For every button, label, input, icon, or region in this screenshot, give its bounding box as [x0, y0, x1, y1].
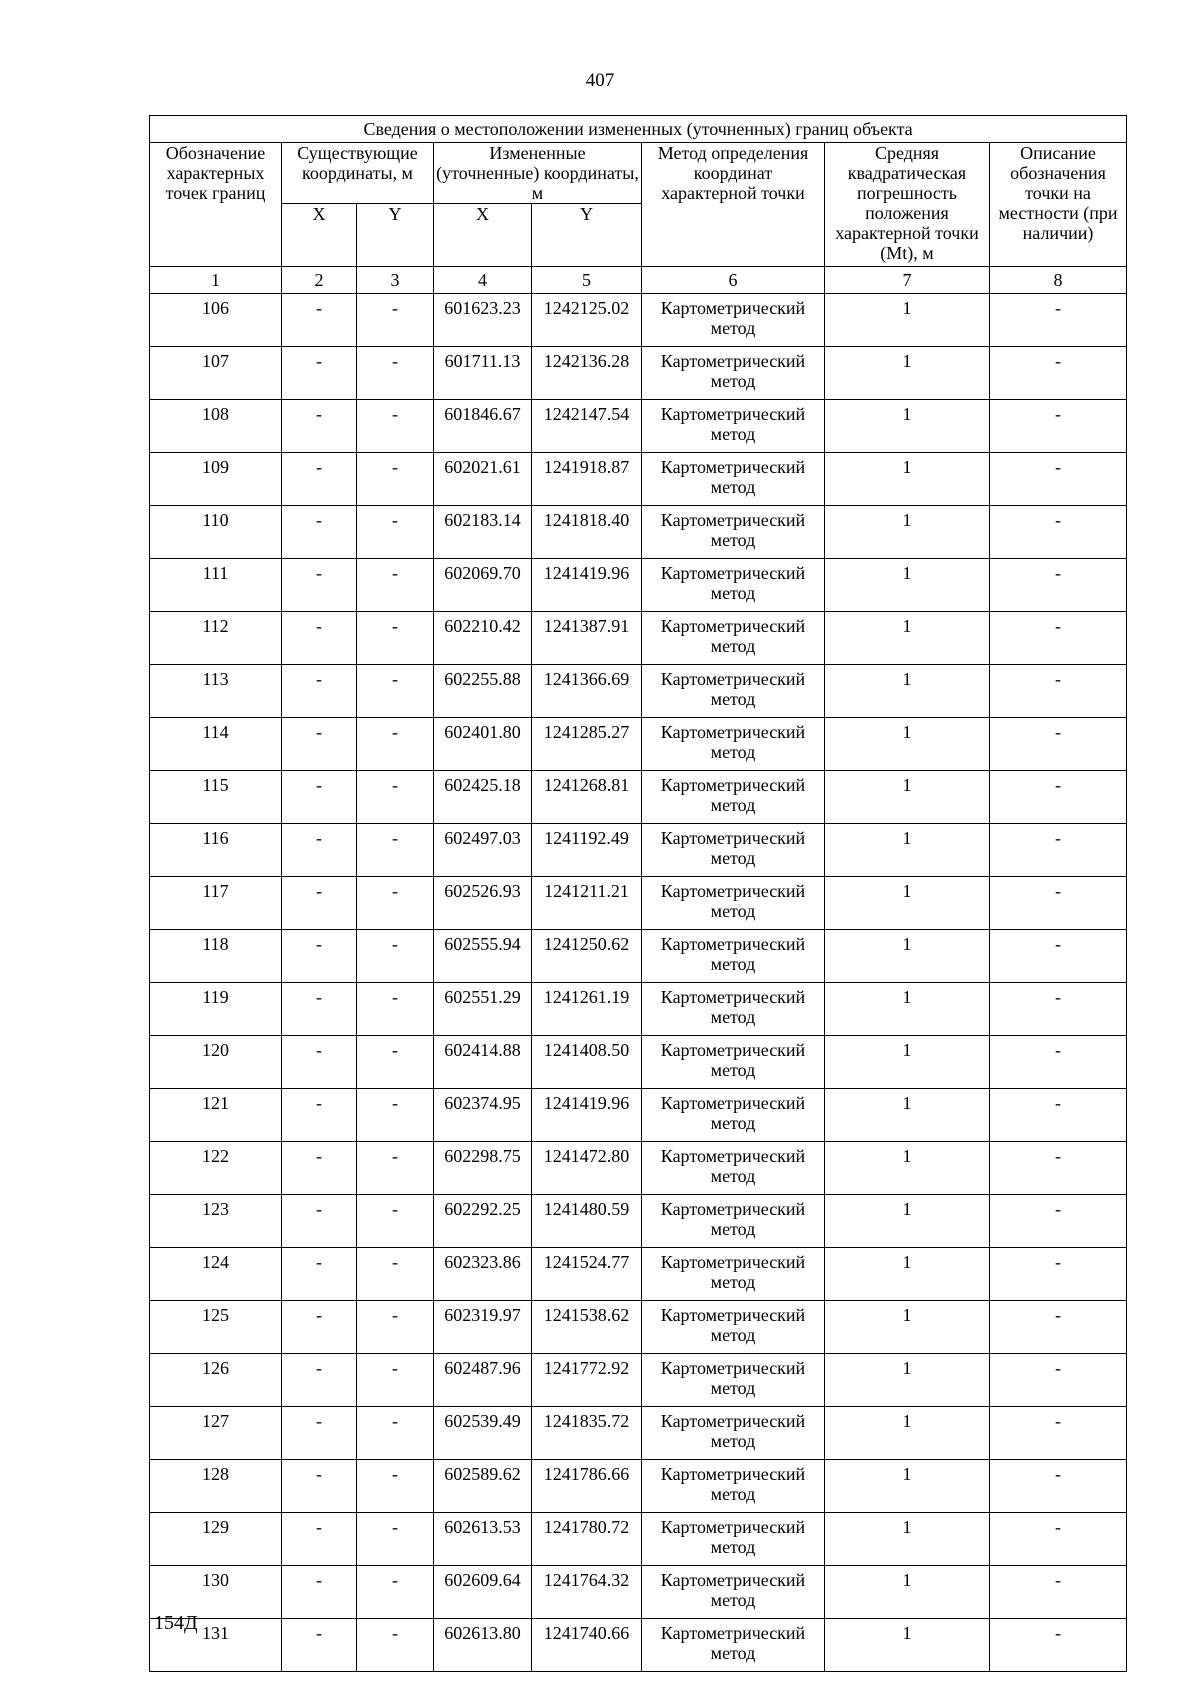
x-coordinate-cell: 602414.88	[434, 1036, 532, 1089]
rms-error-cell: 1	[825, 347, 990, 400]
existing-x-cell: -	[282, 1513, 357, 1566]
y-coordinate-cell: 1241285.27	[532, 718, 642, 771]
existing-y-cell: -	[357, 930, 434, 983]
y-coordinate-cell: 1241192.49	[532, 824, 642, 877]
x-coordinate-cell: 602551.29	[434, 983, 532, 1036]
point-cell: 111	[150, 559, 282, 612]
existing-x-cell: -	[282, 1619, 357, 1672]
header-existing-y: Y	[357, 204, 434, 267]
description-cell: -	[990, 771, 1127, 824]
x-coordinate-cell: 602323.86	[434, 1248, 532, 1301]
x-coordinate-cell: 602487.96	[434, 1354, 532, 1407]
column-number: 4	[434, 267, 532, 294]
point-cell: 126	[150, 1354, 282, 1407]
existing-y-cell: -	[357, 1407, 434, 1460]
x-coordinate-cell: 602497.03	[434, 824, 532, 877]
existing-x-cell: -	[282, 1089, 357, 1142]
point-cell: 121	[150, 1089, 282, 1142]
header-description: Описание обозначения точки на местности (при наличии)	[990, 143, 1127, 267]
table-row	[150, 1354, 1127, 1407]
method-cell: Картометрический метод	[642, 347, 825, 400]
description-cell: -	[990, 1619, 1127, 1672]
boundary-coordinates-table	[149, 115, 1127, 1672]
x-coordinate-cell: 602210.42	[434, 612, 532, 665]
existing-x-cell: -	[282, 294, 357, 347]
description-cell: -	[990, 1460, 1127, 1513]
table-row	[150, 294, 1127, 347]
rms-error-cell: 1	[825, 1036, 990, 1089]
method-cell: Картометрический метод	[642, 294, 825, 347]
x-coordinate-cell: 602183.14	[434, 506, 532, 559]
header-existing-coordinates: Существующие координаты, м	[282, 143, 434, 204]
method-cell: Картометрический метод	[642, 1301, 825, 1354]
description-cell: -	[990, 1566, 1127, 1619]
point-cell: 108	[150, 400, 282, 453]
x-coordinate-cell: 602613.80	[434, 1619, 532, 1672]
existing-x-cell: -	[282, 612, 357, 665]
method-cell: Картометрический метод	[642, 1089, 825, 1142]
existing-y-cell: -	[357, 1195, 434, 1248]
existing-y-cell: -	[357, 1566, 434, 1619]
description-cell: -	[990, 347, 1127, 400]
method-cell: Картометрический метод	[642, 1619, 825, 1672]
table-row	[150, 1036, 1127, 1089]
y-coordinate-cell: 1241419.96	[532, 1089, 642, 1142]
x-coordinate-cell: 602298.75	[434, 1142, 532, 1195]
table-caption: Сведения о местоположении измененных (уточненных) границ объекта	[150, 116, 1127, 143]
point-cell: 128	[150, 1460, 282, 1513]
existing-x-cell: -	[282, 1301, 357, 1354]
y-coordinate-cell: 1241268.81	[532, 771, 642, 824]
existing-x-cell: -	[282, 559, 357, 612]
method-cell: Картометрический метод	[642, 665, 825, 718]
x-coordinate-cell: 601846.67	[434, 400, 532, 453]
y-coordinate-cell: 1241918.87	[532, 453, 642, 506]
method-cell: Картометрический метод	[642, 1460, 825, 1513]
column-number: 5	[532, 267, 642, 294]
existing-y-cell: -	[357, 1460, 434, 1513]
rms-error-cell: 1	[825, 1142, 990, 1195]
existing-y-cell: -	[357, 1036, 434, 1089]
existing-y-cell: -	[357, 294, 434, 347]
x-coordinate-cell: 602613.53	[434, 1513, 532, 1566]
existing-x-cell: -	[282, 347, 357, 400]
rms-error-cell: 1	[825, 665, 990, 718]
x-coordinate-cell: 602292.25	[434, 1195, 532, 1248]
y-coordinate-cell: 1241780.72	[532, 1513, 642, 1566]
existing-y-cell: -	[357, 1619, 434, 1672]
table-row	[150, 347, 1127, 400]
existing-y-cell: -	[357, 665, 434, 718]
column-number: 3	[357, 267, 434, 294]
method-cell: Картометрический метод	[642, 1036, 825, 1089]
method-cell: Картометрический метод	[642, 718, 825, 771]
existing-y-cell: -	[357, 824, 434, 877]
point-cell: 107	[150, 347, 282, 400]
description-cell: -	[990, 1407, 1127, 1460]
description-cell: -	[990, 506, 1127, 559]
description-cell: -	[990, 1195, 1127, 1248]
existing-x-cell: -	[282, 771, 357, 824]
header-point-designation: Обозначение характерных точек границ	[150, 143, 282, 267]
x-coordinate-cell: 602374.95	[434, 1089, 532, 1142]
point-cell: 127	[150, 1407, 282, 1460]
description-cell: -	[990, 294, 1127, 347]
table-row	[150, 877, 1127, 930]
column-number: 8	[990, 267, 1127, 294]
description-cell: -	[990, 930, 1127, 983]
table-row	[150, 930, 1127, 983]
method-cell: Картометрический метод	[642, 930, 825, 983]
point-cell: 113	[150, 665, 282, 718]
y-coordinate-cell: 1241250.62	[532, 930, 642, 983]
y-coordinate-cell: 1241387.91	[532, 612, 642, 665]
y-coordinate-cell: 1241211.21	[532, 877, 642, 930]
rms-error-cell: 1	[825, 983, 990, 1036]
existing-y-cell: -	[357, 612, 434, 665]
header-existing-x: X	[282, 204, 357, 267]
description-cell: -	[990, 612, 1127, 665]
point-cell: 130	[150, 1566, 282, 1619]
rms-error-cell: 1	[825, 1195, 990, 1248]
rms-error-cell: 1	[825, 718, 990, 771]
column-number: 2	[282, 267, 357, 294]
y-coordinate-cell: 1241261.19	[532, 983, 642, 1036]
x-coordinate-cell: 602255.88	[434, 665, 532, 718]
x-coordinate-cell: 602021.61	[434, 453, 532, 506]
point-cell: 119	[150, 983, 282, 1036]
existing-y-cell: -	[357, 718, 434, 771]
existing-x-cell: -	[282, 453, 357, 506]
table-row	[150, 1142, 1127, 1195]
existing-y-cell: -	[357, 1354, 434, 1407]
table-row	[150, 1407, 1127, 1460]
x-coordinate-cell: 602319.97	[434, 1301, 532, 1354]
column-number: 7	[825, 267, 990, 294]
existing-y-cell: -	[357, 347, 434, 400]
y-coordinate-cell: 1241772.92	[532, 1354, 642, 1407]
y-coordinate-cell: 1241524.77	[532, 1248, 642, 1301]
description-cell: -	[990, 718, 1127, 771]
table-row	[150, 1195, 1127, 1248]
method-cell: Картометрический метод	[642, 771, 825, 824]
description-cell: -	[990, 453, 1127, 506]
page-number: 407	[585, 70, 615, 91]
rms-error-cell: 1	[825, 771, 990, 824]
column-number: 6	[642, 267, 825, 294]
existing-x-cell: -	[282, 1195, 357, 1248]
method-cell: Картометрический метод	[642, 453, 825, 506]
x-coordinate-cell: 602526.93	[434, 877, 532, 930]
method-cell: Картометрический метод	[642, 506, 825, 559]
method-cell: Картометрический метод	[642, 877, 825, 930]
y-coordinate-cell: 1241740.66	[532, 1619, 642, 1672]
point-cell: 110	[150, 506, 282, 559]
existing-x-cell: -	[282, 506, 357, 559]
y-coordinate-cell: 1242147.54	[532, 400, 642, 453]
x-coordinate-cell: 602555.94	[434, 930, 532, 983]
existing-x-cell: -	[282, 983, 357, 1036]
point-cell: 118	[150, 930, 282, 983]
rms-error-cell: 1	[825, 1248, 990, 1301]
description-cell: -	[990, 983, 1127, 1036]
x-coordinate-cell: 602069.70	[434, 559, 532, 612]
rms-error-cell: 1	[825, 559, 990, 612]
description-cell: -	[990, 824, 1127, 877]
description-cell: -	[990, 1089, 1127, 1142]
existing-y-cell: -	[357, 453, 434, 506]
point-cell: 114	[150, 718, 282, 771]
rms-error-cell: 1	[825, 1460, 990, 1513]
rms-error-cell: 1	[825, 877, 990, 930]
description-cell: -	[990, 400, 1127, 453]
header-rms-error: Средняя квадратическая погрешность положения характерной точки (Mt), м	[825, 143, 990, 267]
existing-x-cell: -	[282, 718, 357, 771]
x-coordinate-cell: 602609.64	[434, 1566, 532, 1619]
table-row	[150, 983, 1127, 1036]
method-cell: Картометрический метод	[642, 400, 825, 453]
point-cell: 123	[150, 1195, 282, 1248]
existing-x-cell: -	[282, 1460, 357, 1513]
method-cell: Картометрический метод	[642, 1566, 825, 1619]
rms-error-cell: 1	[825, 1566, 990, 1619]
y-coordinate-cell: 1242125.02	[532, 294, 642, 347]
existing-y-cell: -	[357, 771, 434, 824]
existing-x-cell: -	[282, 1248, 357, 1301]
rms-error-cell: 1	[825, 1407, 990, 1460]
description-cell: -	[990, 1513, 1127, 1566]
rms-error-cell: 1	[825, 294, 990, 347]
y-coordinate-cell: 1241764.32	[532, 1566, 642, 1619]
method-cell: Картометрический метод	[642, 1354, 825, 1407]
table-row	[150, 1301, 1127, 1354]
y-coordinate-cell: 1241366.69	[532, 665, 642, 718]
table-row	[150, 1513, 1127, 1566]
existing-y-cell: -	[357, 1248, 434, 1301]
point-cell: 129	[150, 1513, 282, 1566]
existing-x-cell: -	[282, 1036, 357, 1089]
header-method: Метод определения координат характерной точки	[642, 143, 825, 267]
existing-y-cell: -	[357, 1142, 434, 1195]
existing-x-cell: -	[282, 877, 357, 930]
description-cell: -	[990, 1142, 1127, 1195]
y-coordinate-cell: 1241472.80	[532, 1142, 642, 1195]
point-cell: 117	[150, 877, 282, 930]
rms-error-cell: 1	[825, 1089, 990, 1142]
point-cell: 120	[150, 1036, 282, 1089]
method-cell: Картометрический метод	[642, 983, 825, 1036]
header-changed-y: Y	[532, 204, 642, 267]
method-cell: Картометрический метод	[642, 559, 825, 612]
existing-x-cell: -	[282, 1354, 357, 1407]
existing-y-cell: -	[357, 1301, 434, 1354]
table-body	[150, 267, 1127, 1672]
point-cell: 106	[150, 294, 282, 347]
rms-error-cell: 1	[825, 612, 990, 665]
table-row	[150, 771, 1127, 824]
description-cell: -	[990, 559, 1127, 612]
x-coordinate-cell: 601623.23	[434, 294, 532, 347]
table-row	[150, 1566, 1127, 1619]
existing-y-cell: -	[357, 559, 434, 612]
rms-error-cell: 1	[825, 453, 990, 506]
table-row	[150, 612, 1127, 665]
point-cell: 112	[150, 612, 282, 665]
table-row	[150, 1460, 1127, 1513]
description-cell: -	[990, 1248, 1127, 1301]
method-cell: Картометрический метод	[642, 1248, 825, 1301]
rms-error-cell: 1	[825, 506, 990, 559]
point-cell: 109	[150, 453, 282, 506]
point-cell: 125	[150, 1301, 282, 1354]
existing-x-cell: -	[282, 930, 357, 983]
description-cell: -	[990, 1301, 1127, 1354]
table-row	[150, 1619, 1127, 1672]
x-coordinate-cell: 602589.62	[434, 1460, 532, 1513]
existing-x-cell: -	[282, 665, 357, 718]
existing-y-cell: -	[357, 1513, 434, 1566]
table-row	[150, 665, 1127, 718]
table-row	[150, 400, 1127, 453]
description-cell: -	[990, 665, 1127, 718]
point-cell: 115	[150, 771, 282, 824]
existing-x-cell: -	[282, 824, 357, 877]
table-row	[150, 1248, 1127, 1301]
method-cell: Картометрический метод	[642, 1513, 825, 1566]
existing-y-cell: -	[357, 1089, 434, 1142]
method-cell: Картометрический метод	[642, 824, 825, 877]
y-coordinate-cell: 1241835.72	[532, 1407, 642, 1460]
document-code: 154Д	[154, 1612, 198, 1634]
rms-error-cell: 1	[825, 400, 990, 453]
table-row	[150, 718, 1127, 771]
table-row	[150, 453, 1127, 506]
description-cell: -	[990, 1354, 1127, 1407]
rms-error-cell: 1	[825, 1513, 990, 1566]
point-cell: 116	[150, 824, 282, 877]
table-row	[150, 559, 1127, 612]
point-cell: 124	[150, 1248, 282, 1301]
rms-error-cell: 1	[825, 1301, 990, 1354]
y-coordinate-cell: 1242136.28	[532, 347, 642, 400]
existing-y-cell: -	[357, 506, 434, 559]
x-coordinate-cell: 602425.18	[434, 771, 532, 824]
y-coordinate-cell: 1241818.40	[532, 506, 642, 559]
existing-y-cell: -	[357, 877, 434, 930]
method-cell: Картометрический метод	[642, 612, 825, 665]
description-cell: -	[990, 1036, 1127, 1089]
table-row	[150, 824, 1127, 877]
y-coordinate-cell: 1241419.96	[532, 559, 642, 612]
header-changed-x: X	[434, 204, 532, 267]
existing-x-cell: -	[282, 1142, 357, 1195]
method-cell: Картометрический метод	[642, 1407, 825, 1460]
existing-y-cell: -	[357, 983, 434, 1036]
x-coordinate-cell: 602401.80	[434, 718, 532, 771]
y-coordinate-cell: 1241538.62	[532, 1301, 642, 1354]
rms-error-cell: 1	[825, 1354, 990, 1407]
existing-y-cell: -	[357, 400, 434, 453]
header-changed-coordinates: Измененные (уточненные) координаты, м	[434, 143, 642, 204]
x-coordinate-cell: 601711.13	[434, 347, 532, 400]
x-coordinate-cell: 602539.49	[434, 1407, 532, 1460]
method-cell: Картометрический метод	[642, 1195, 825, 1248]
existing-x-cell: -	[282, 400, 357, 453]
description-cell: -	[990, 877, 1127, 930]
table-row	[150, 1089, 1127, 1142]
y-coordinate-cell: 1241408.50	[532, 1036, 642, 1089]
point-cell: 131	[150, 1619, 282, 1672]
existing-x-cell: -	[282, 1407, 357, 1460]
rms-error-cell: 1	[825, 824, 990, 877]
table-row	[150, 506, 1127, 559]
existing-x-cell: -	[282, 1566, 357, 1619]
column-number-row	[150, 267, 1127, 294]
rms-error-cell: 1	[825, 930, 990, 983]
y-coordinate-cell: 1241786.66	[532, 1460, 642, 1513]
method-cell: Картометрический метод	[642, 1142, 825, 1195]
column-number: 1	[150, 267, 282, 294]
rms-error-cell: 1	[825, 1619, 990, 1672]
y-coordinate-cell: 1241480.59	[532, 1195, 642, 1248]
point-cell: 122	[150, 1142, 282, 1195]
